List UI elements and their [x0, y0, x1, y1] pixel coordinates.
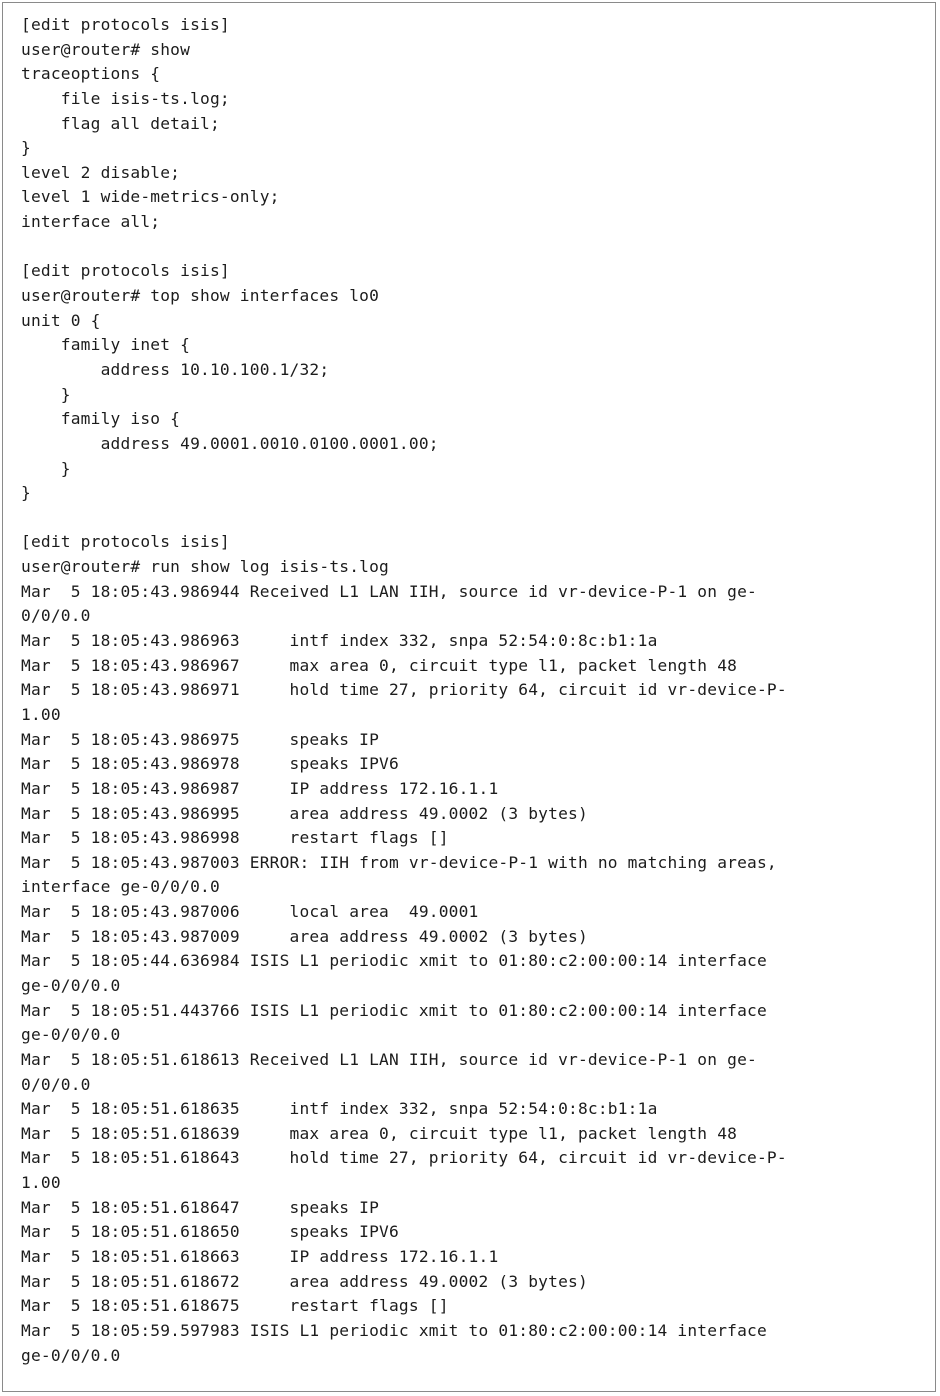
- terminal-line: family iso {: [21, 409, 181, 429]
- terminal-line: Mar 5 18:05:43.986995 area address 49.0002 (3 bytes): [21, 803, 588, 823]
- terminal-line: Mar 5 18:05:43.986967 max area 0, circuit type l1, packet length 48: [21, 655, 738, 675]
- terminal-line: file isis-ts.log;: [21, 88, 230, 108]
- terminal-line: Mar 5 18:05:51.618613 Received L1 LAN IIH, source id vr-device-P-1 on ge-: [21, 1049, 757, 1069]
- terminal-line: }: [21, 458, 71, 478]
- terminal-line: user@router# run show log isis-ts.log: [21, 557, 389, 577]
- terminal-line: ge-0/0/0.0: [21, 1345, 121, 1365]
- terminal-line: unit 0 {: [21, 310, 101, 330]
- terminal-line: 0/0/0.0: [21, 606, 91, 626]
- terminal-line: 1.00: [21, 704, 61, 724]
- terminal-line: [edit protocols isis]: [21, 15, 230, 34]
- terminal-line: }: [21, 138, 31, 158]
- terminal-line: Mar 5 18:05:51.618639 max area 0, circuit type l1, packet length 48: [21, 1123, 738, 1143]
- terminal-line: Mar 5 18:05:44.636984 ISIS L1 periodic xmit to 01:80:c2:00:00:14 interface: [21, 951, 767, 971]
- terminal-line: Mar 5 18:05:43.986978 speaks IPV6: [21, 754, 399, 774]
- terminal-line: [edit protocols isis]: [21, 532, 230, 552]
- terminal-line: 1.00: [21, 1173, 61, 1193]
- terminal-line: family inet {: [21, 335, 191, 355]
- terminal-line: flag all detail;: [21, 113, 220, 133]
- terminal-line: Mar 5 18:05:43.987006 local area 49.0001: [21, 902, 479, 922]
- terminal-line: ge-0/0/0.0: [21, 975, 121, 995]
- terminal-line: Mar 5 18:05:43.986963 intf index 332, snpa 52:54:0:8c:b1:1a: [21, 631, 658, 651]
- terminal-line: ge-0/0/0.0: [21, 1025, 121, 1045]
- terminal-frame: [2, 2, 936, 1392]
- terminal-line: Mar 5 18:05:51.618663 IP address 172.16.1.1: [21, 1247, 499, 1267]
- terminal-line: Mar 5 18:05:43.986987 IP address 172.16.1.1: [21, 778, 499, 798]
- terminal-line: Mar 5 18:05:43.986975 speaks IP: [21, 729, 380, 749]
- terminal-line: 0/0/0.0: [21, 1074, 91, 1094]
- terminal-line: Mar 5 18:05:43.987009 area address 49.0002 (3 bytes): [21, 926, 588, 946]
- terminal-output: [21, 13, 787, 1368]
- terminal-line: address 49.0001.0010.0100.0001.00;: [21, 433, 439, 453]
- terminal-line: Mar 5 18:05:51.618650 speaks IPV6: [21, 1222, 399, 1242]
- terminal-line: [21, 506, 787, 531]
- terminal-line: Mar 5 18:05:43.986944 Received L1 LAN IIH, source id vr-device-P-1 on ge-: [21, 581, 757, 601]
- terminal-line: Mar 5 18:05:51.618643 hold time 27, priority 64, circuit id vr-device-P-: [21, 1148, 787, 1168]
- terminal-line: [21, 235, 787, 260]
- terminal-line: }: [21, 384, 71, 404]
- terminal-line: level 2 disable;: [21, 162, 181, 182]
- terminal-line: Mar 5 18:05:51.618675 restart flags []: [21, 1296, 449, 1316]
- terminal-line: user@router# show: [21, 39, 191, 59]
- terminal-line: address 10.10.100.1/32;: [21, 359, 330, 379]
- terminal-line: }: [21, 483, 31, 503]
- terminal-line: user@router# top show interfaces lo0: [21, 286, 380, 306]
- terminal-line: Mar 5 18:05:51.618672 area address 49.0002 (3 bytes): [21, 1271, 588, 1291]
- terminal-line: Mar 5 18:05:51.618635 intf index 332, snpa 52:54:0:8c:b1:1a: [21, 1099, 658, 1119]
- terminal-line: level 1 wide-metrics-only;: [21, 187, 280, 207]
- terminal-line: Mar 5 18:05:51.618647 speaks IP: [21, 1197, 380, 1217]
- terminal-line: interface ge-0/0/0.0: [21, 877, 220, 897]
- terminal-line: Mar 5 18:05:51.443766 ISIS L1 periodic xmit to 01:80:c2:00:00:14 interface: [21, 1000, 767, 1020]
- terminal-line: Mar 5 18:05:43.987003 ERROR: IIH from vr-device-P-1 with no matching areas,: [21, 852, 777, 872]
- terminal-line: interface all;: [21, 212, 161, 232]
- terminal-line: [edit protocols isis]: [21, 261, 230, 281]
- terminal-line: Mar 5 18:05:43.986971 hold time 27, priority 64, circuit id vr-device-P-: [21, 680, 787, 700]
- terminal-line: Mar 5 18:05:59.597983 ISIS L1 periodic xmit to 01:80:c2:00:00:14 interface: [21, 1320, 767, 1340]
- terminal-line: traceoptions {: [21, 64, 161, 84]
- terminal-line: Mar 5 18:05:43.986998 restart flags []: [21, 828, 449, 848]
